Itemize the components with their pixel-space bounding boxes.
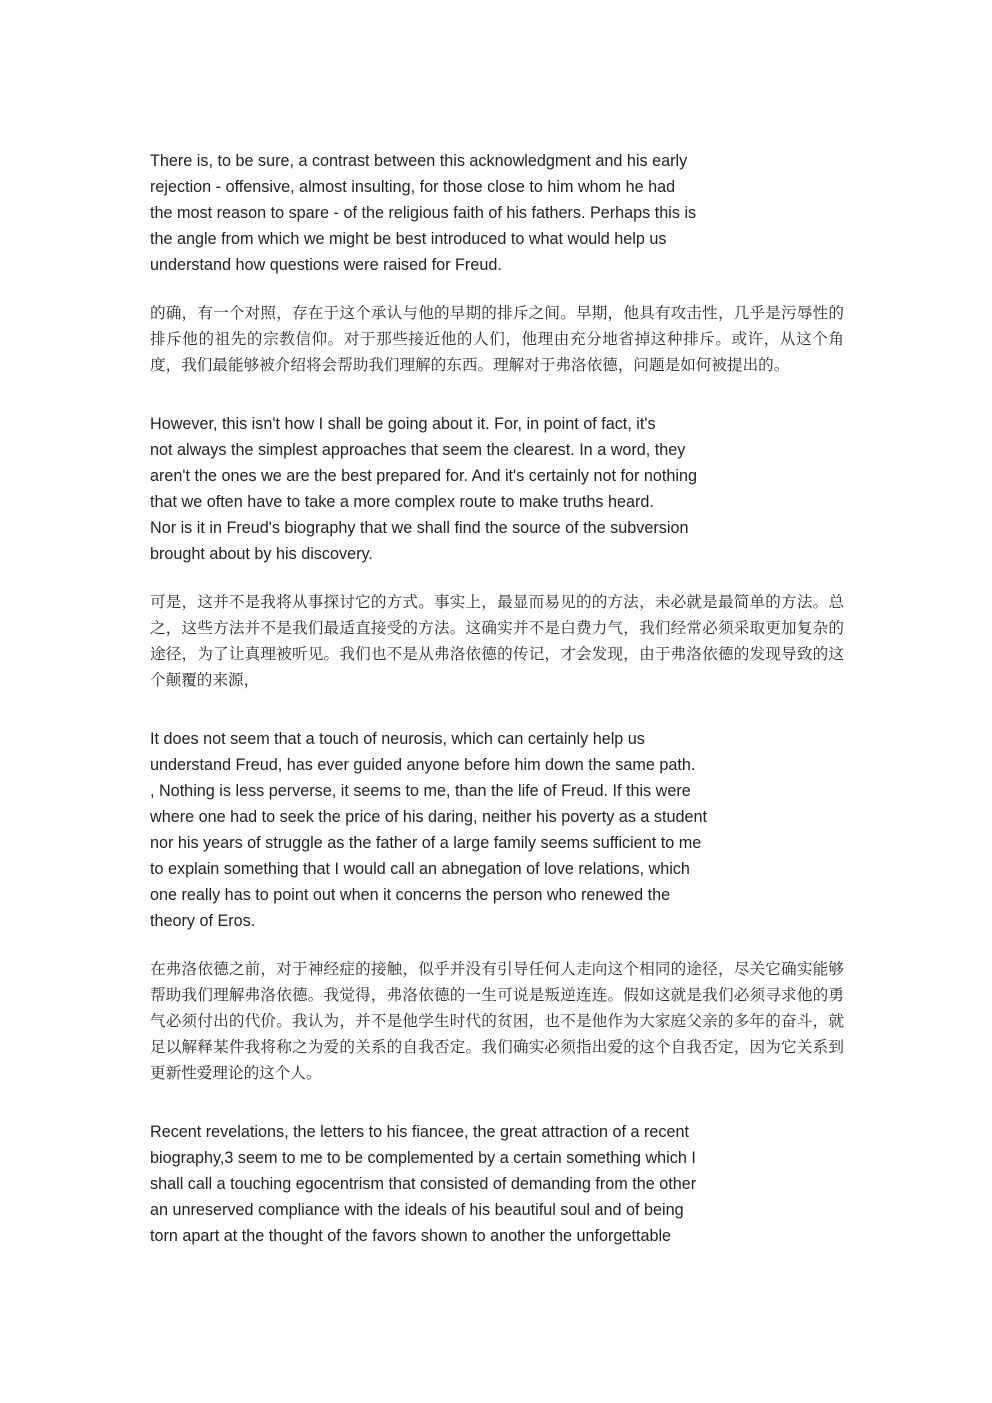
text-line: not always the simplest approaches that seem the clearest. In a word, they bbox=[150, 441, 686, 459]
english-paragraph-3 bbox=[150, 726, 850, 934]
text-line: an unreserved compliance with the ideals of his beautiful soul and of being bbox=[150, 1201, 684, 1219]
text-line: nor his years of struggle as the father of a large family seems sufficient to me bbox=[150, 834, 702, 852]
text-line: There is, to be sure, a contrast between this acknowledgment and his early bbox=[150, 152, 688, 170]
text-line: However, this isn't how I shall be going about it. For, in point of fact, it's bbox=[150, 415, 656, 433]
text-line: Recent revelations, the letters to his fiancee, the great attraction of a recent bbox=[150, 1123, 689, 1141]
text-line: the angle from which we might be best introduced to what would help us bbox=[150, 230, 667, 248]
text-line: brought about by his discovery. bbox=[150, 545, 373, 563]
text-line: where one had to seek the price of his daring, neither his poverty as a student bbox=[150, 808, 708, 826]
text-line: biography,3 seem to me to be complemented by a certain something which I bbox=[150, 1149, 696, 1167]
document-page bbox=[150, 148, 850, 1249]
chinese-paragraph-1: 的确，有一个对照，存在于这个承认与他的早期的排斥之间。早期，他具有攻击性，几乎是污辱性的排斥他的祖先的宗教信仰。对于那些接近他的人们，他理由充分地省掉这种排斥。或许，从这个角度，我们最能够被介绍将会帮助我们理解的东西。理解对于弗洛依德，问题是如何被提出的。 bbox=[150, 304, 844, 374]
chinese-paragraph-2: 可是，这并不是我将从事探讨它的方式。事实上，最显而易见的的方法，未必就是最简单的方法。总之，这些方法并不是我们最适直接受的方法。这确实并不是白费力气，我们经常必须采取更加复杂的途径，为了让真理被听见。我们也不是从弗洛依德的传记，才会发现，由于弗洛依德的发现导致的这个颠覆的来源， bbox=[150, 593, 844, 689]
text-line: , Nothing is less perverse, it seems to me, than the life of Freud. If this were bbox=[150, 782, 691, 800]
english-paragraph-2 bbox=[150, 411, 850, 567]
text-line: aren't the ones we are the best prepared for. And it's certainly not for nothing bbox=[150, 467, 697, 485]
text-line: one really has to point out when it concerns the person who renewed the bbox=[150, 886, 671, 904]
text-line: the most reason to spare - of the religious faith of his fathers. Perhaps this is bbox=[150, 204, 697, 222]
text-line: torn apart at the thought of the favors shown to another the unforgettable bbox=[150, 1227, 672, 1245]
text-line: Nor is it in Freud's biography that we shall find the source of the subversion bbox=[150, 519, 689, 537]
text-line: rejection - offensive, almost insulting, for those close to him whom he had bbox=[150, 178, 676, 196]
text-line: that we often have to take a more complex route to make truths heard. bbox=[150, 493, 654, 511]
text-line: shall call a touching egocentrism that consisted of demanding from the other bbox=[150, 1175, 697, 1193]
text-line: understand Freud, has ever guided anyone before him down the same path. bbox=[150, 756, 696, 774]
chinese-paragraph-3: 在弗洛依德之前，对于神经症的接触，似乎并没有引导任何人走向这个相同的途径，尽关它确实能够帮助我们理解弗洛依德。我觉得，弗洛依德的一生可说是叛逆连连。假如这就是我们必须寻求他的勇气必须付出的代价。我认为，并不是他学生时代的贫困，也不是他作为大家庭父亲的多年的奋斗，就足以解释某件我将称之为爱的关系的自我否定。我们确实必须指出爱的这个自我否定，因为它关系到更新性爱理论的这个人。 bbox=[150, 960, 844, 1082]
text-line: understand how questions were raised for Freud. bbox=[150, 256, 502, 274]
english-paragraph-1 bbox=[150, 148, 850, 278]
english-paragraph-4 bbox=[150, 1119, 850, 1249]
text-line: to explain something that I would call an abnegation of love relations, which bbox=[150, 860, 690, 878]
text-line: It does not seem that a touch of neurosis, which can certainly help us bbox=[150, 730, 645, 748]
text-line: theory of Eros. bbox=[150, 912, 256, 930]
